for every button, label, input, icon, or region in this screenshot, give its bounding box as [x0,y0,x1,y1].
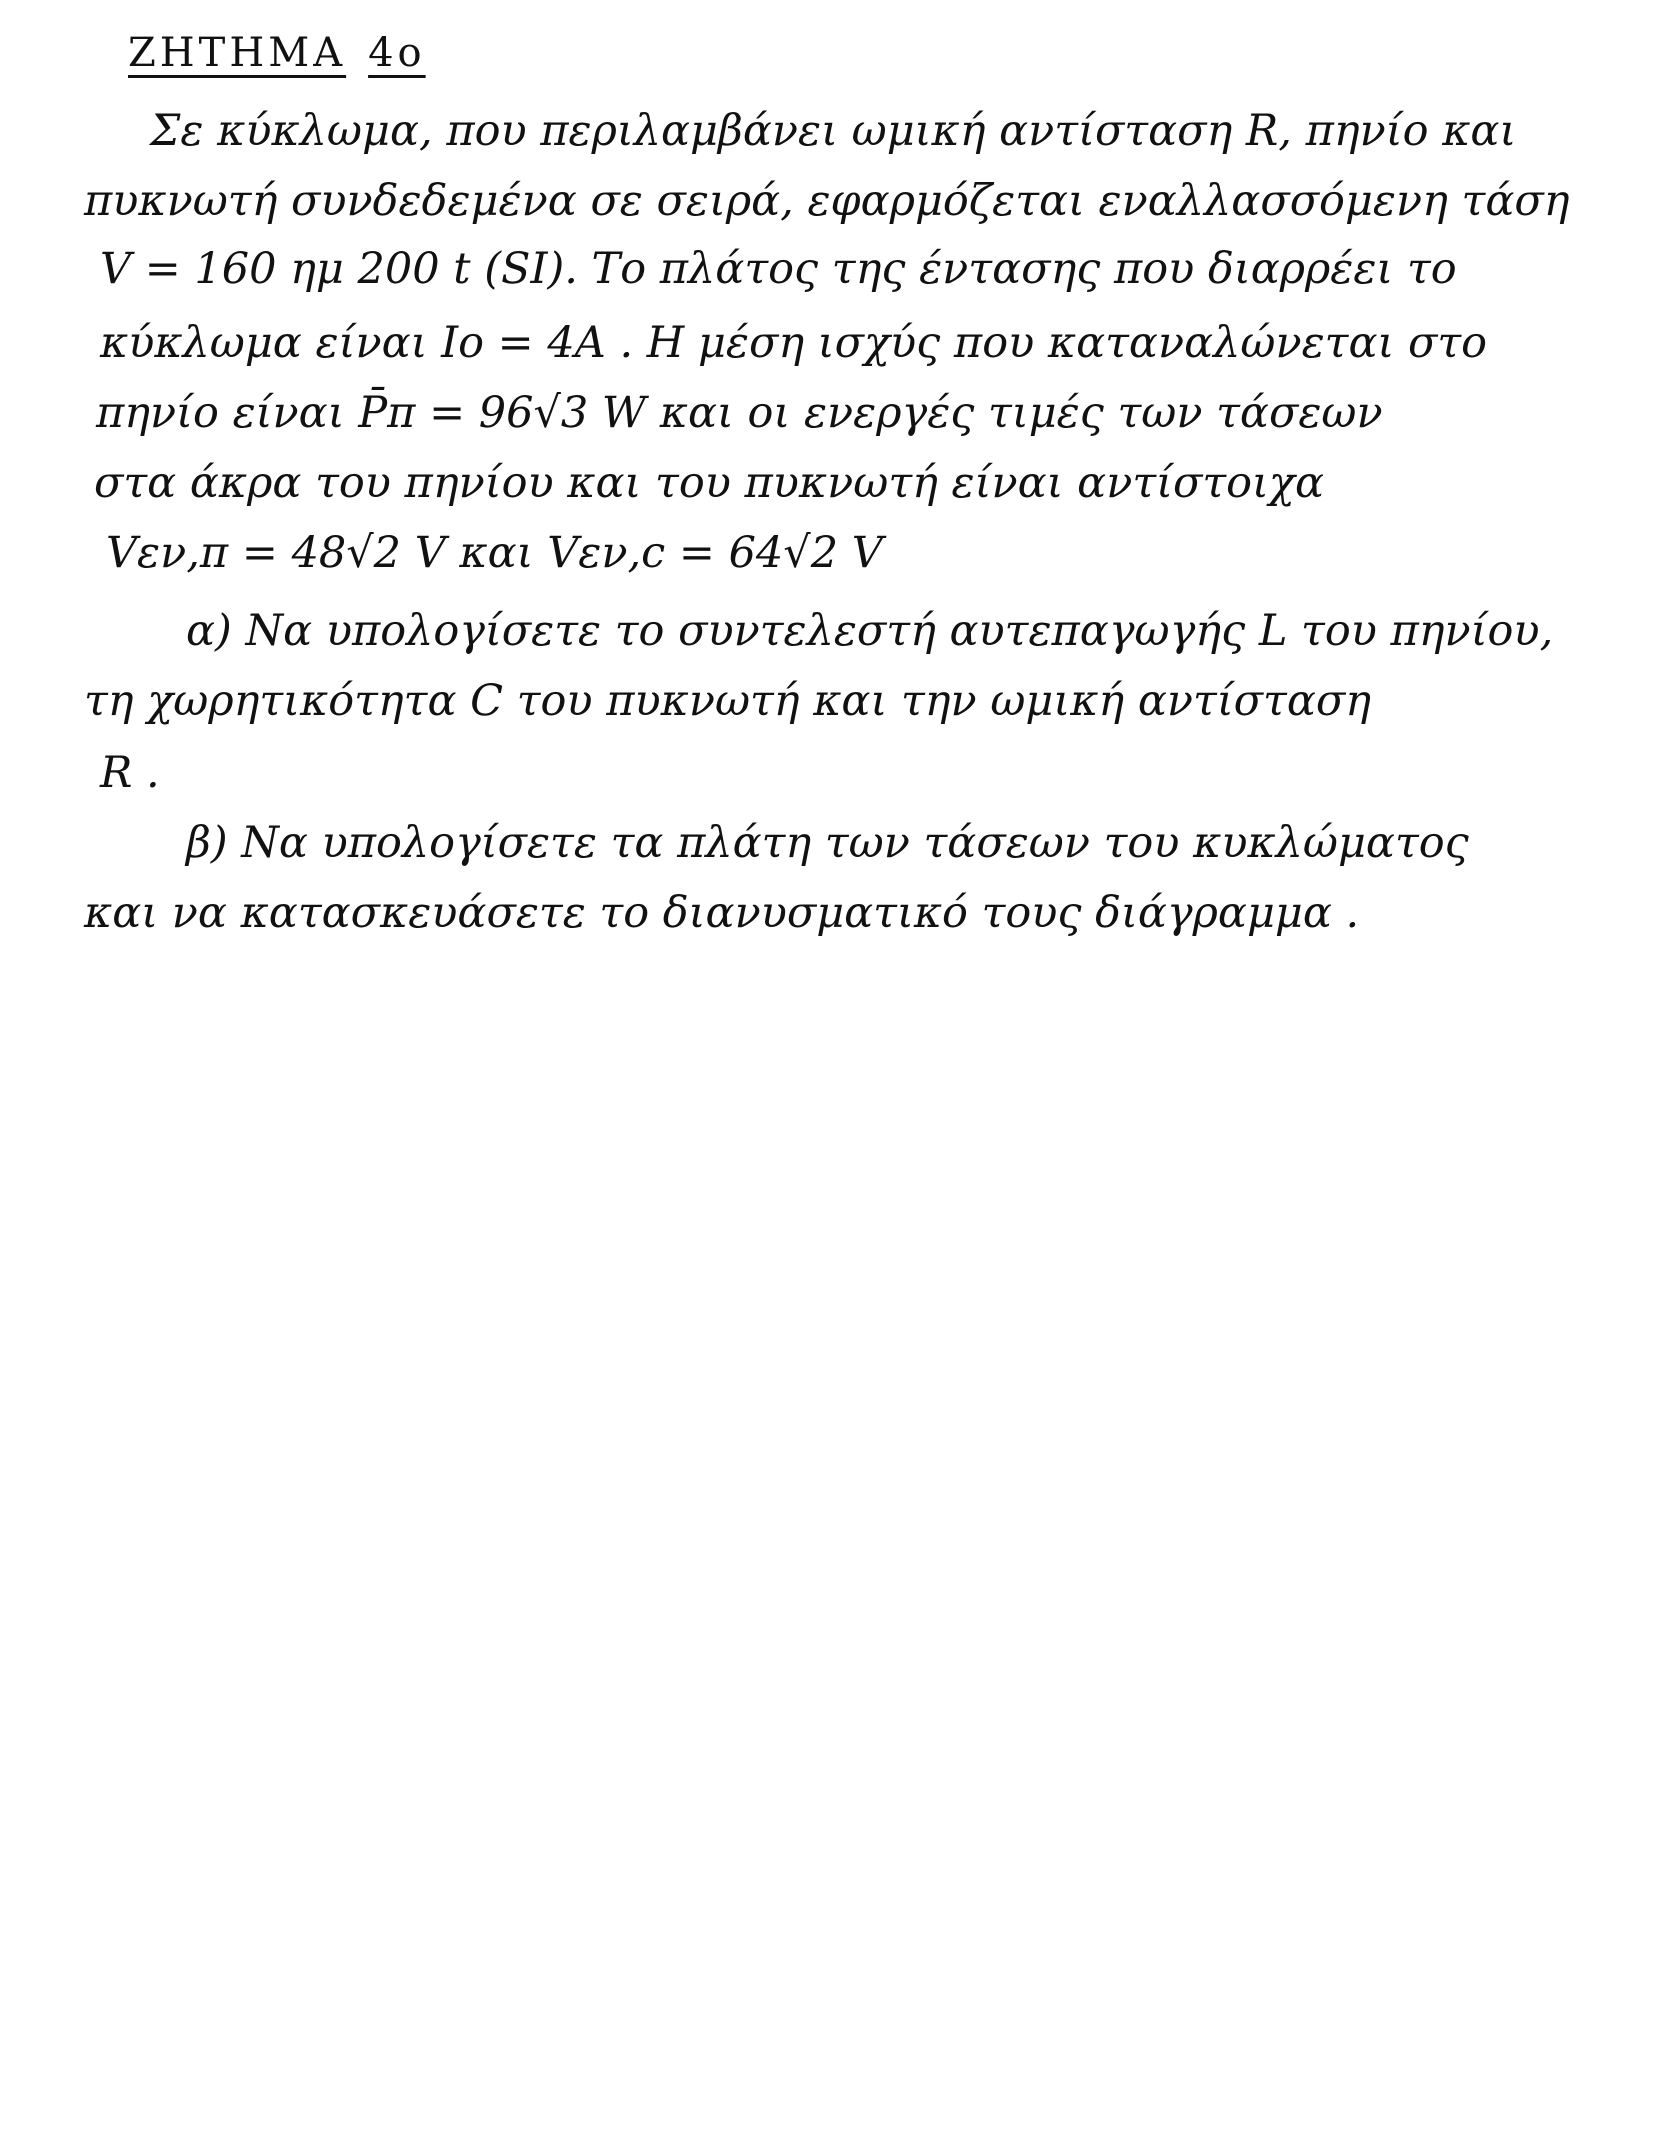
problem-text-line: V = 160 ημ 200 t (SI). Το πλάτος της έντασης που διαρρέει το [100,244,1457,294]
problem-title: ΖΗΤΗΜΑ [128,30,347,76]
problem-text-line: πηνίο είναι P̄π = 96√3 W και οι ενεργές τιμές των τάσεων [96,388,1383,438]
problem-text-line: στα άκρα του πηνίου και του πυκνωτή είναι αντίστοιχα [94,458,1324,508]
problem-text-line: κύκλωμα είναι Iο = 4A . Η μέση ισχύς που καταναλώνεται στο [100,318,1488,368]
question-b-line: και να κατασκευάσετε το διανυσματικό τους διάγραμμα . [84,888,1360,938]
problem-text-line: Vεν,π = 48√2 V και Vεν,c = 64√2 V [106,528,883,578]
problem-heading [128,30,426,76]
question-a-line: α) Να υπολογίσετε το συντελεστή αυτεπαγωγής L του πηνίου, [186,606,1554,656]
question-a-line: R . [100,748,160,798]
problem-number: 4ο [368,30,426,76]
problem-text-line: Σε κύκλωμα, που περιλαμβάνει ωμική αντίσταση R, πηνίο και [150,106,1517,156]
question-b-line: β) Να υπολογίσετε τα πλάτη των τάσεων του κυκλώματος [186,818,1469,868]
problem-text-line: πυκνωτή συνδεδεμένα σε σειρά, εφαρμόζεται εναλλασσόμενη τάση [84,176,1570,226]
question-a-line: τη χωρητικότητα C του πυκνωτή και την ωμική αντίσταση [84,676,1371,726]
